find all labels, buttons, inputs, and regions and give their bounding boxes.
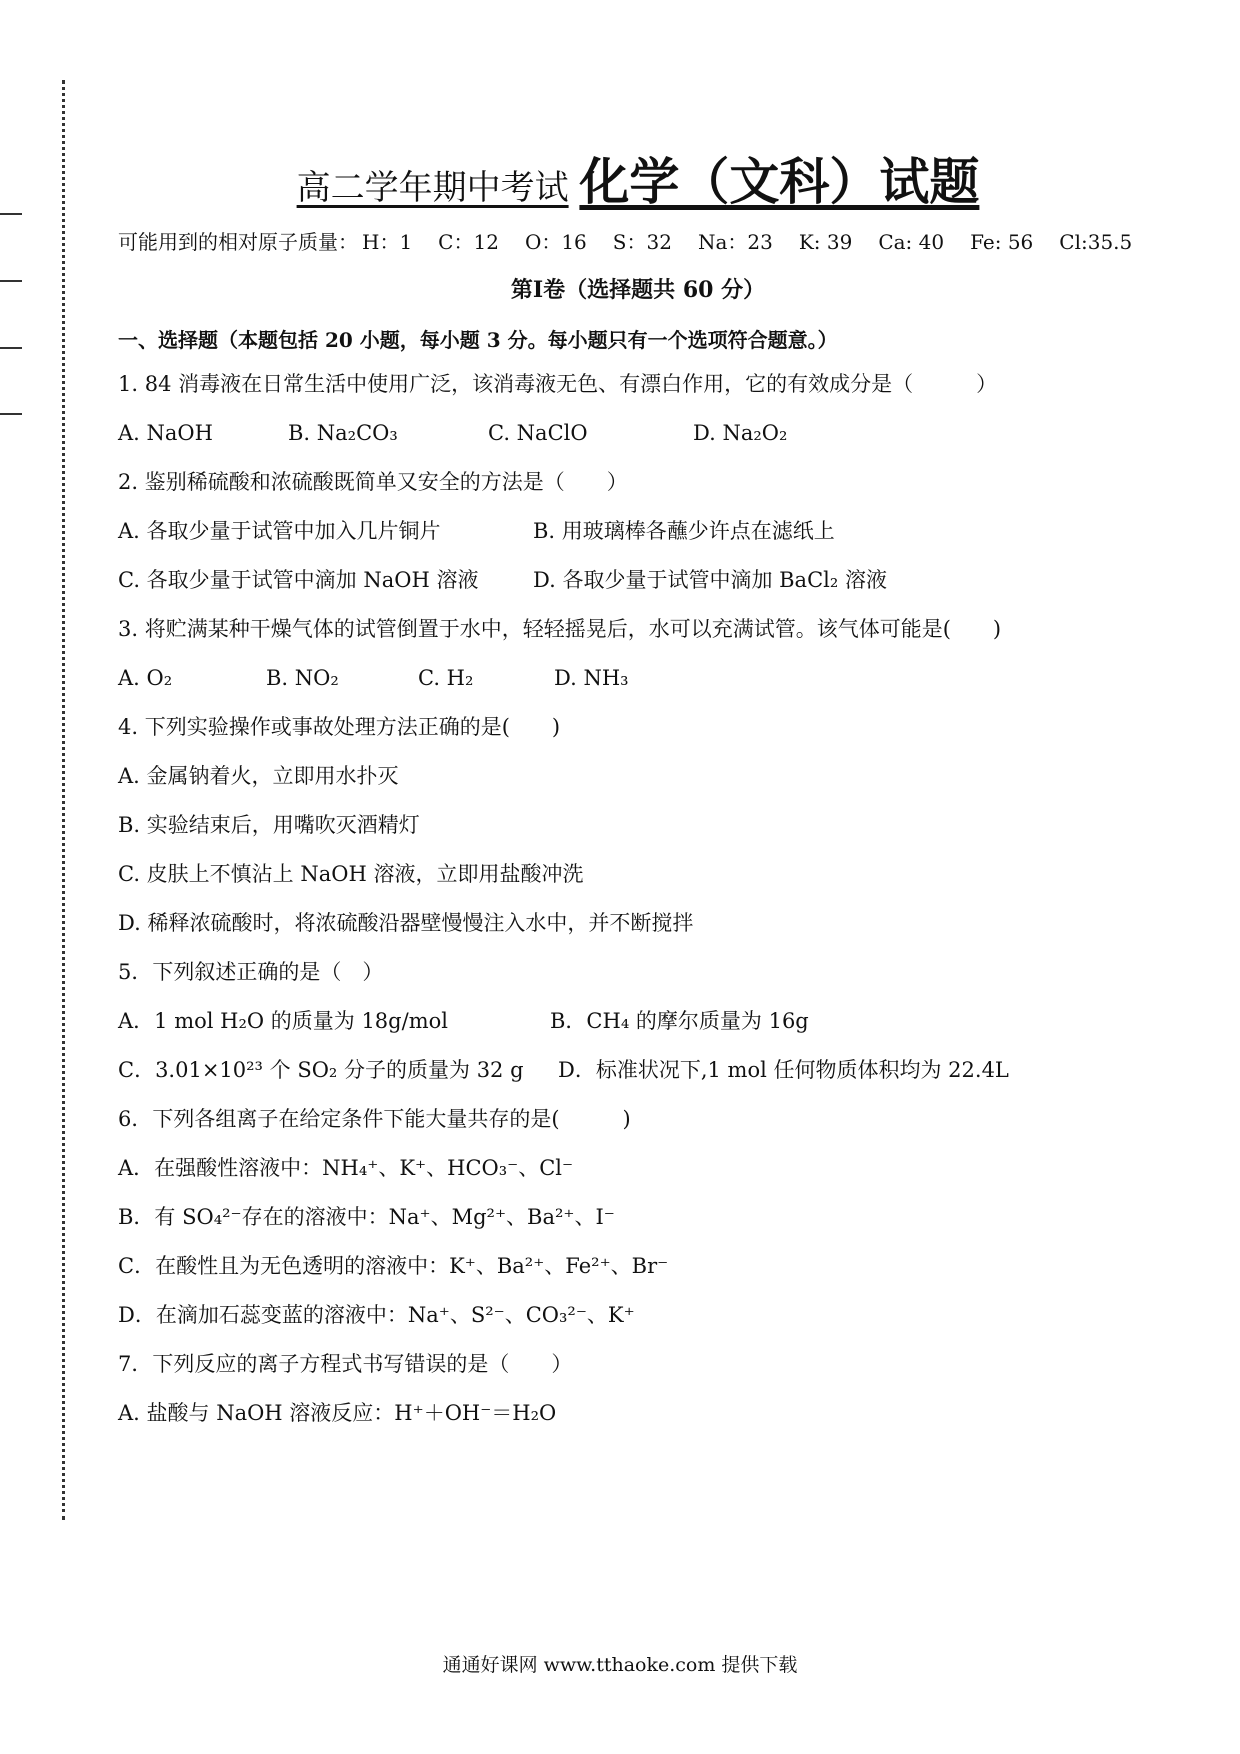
atomic-mass-item: S：32: [612, 230, 672, 254]
binding-tick: [0, 347, 22, 349]
option: B．CH₄ 的摩尔质量为 16g: [550, 1009, 809, 1033]
question-stem: 6．下列各组离子在给定条件下能大量共存的是( ): [118, 1107, 631, 1131]
option: D. 各取少量于试管中滴加 BaCl₂ 溶液: [533, 568, 887, 592]
option: B. Na₂CO₃: [288, 421, 398, 445]
binding-tick: [0, 280, 22, 282]
option: D．在滴加石蕊变蓝的溶液中：Na⁺、S²⁻、CO₃²⁻、K⁺: [118, 1303, 635, 1327]
binding-tick: [0, 413, 22, 415]
option: A. NaOH: [118, 421, 213, 445]
question-stem: 2. 鉴别稀硫酸和浓硫酸既简单又安全的方法是（ ）: [118, 470, 628, 494]
option: C. NaClO: [488, 421, 588, 445]
page-title: [118, 150, 1158, 220]
option: C. 皮肤上不慎沾上 NaOH 溶液，立即用盐酸冲洗: [118, 862, 584, 886]
option-row: [118, 654, 1158, 703]
atomic-mass-item: K: 39: [798, 230, 853, 254]
option: B. 实验结束后，用嘴吹灭酒精灯: [118, 813, 420, 837]
binding-tick: [0, 213, 22, 215]
option: D. 稀释浓硫酸时，将浓硫酸沿器壁慢慢注入水中，并不断搅拌: [118, 911, 694, 935]
atomic-mass-item: C：12: [438, 230, 499, 254]
title-sub: 高二学年期中考试: [296, 168, 569, 208]
title-main: 化学（文科）试题: [579, 152, 980, 211]
binding-dotted-line: [62, 80, 65, 1520]
option: A. O₂: [118, 666, 173, 690]
question-stem: 5．下列叙述正确的是（ ）: [118, 960, 384, 984]
question-stem: 4. 下列实验操作或事故处理方法正确的是( ): [118, 715, 561, 739]
option: A. 金属钠着火，立即用水扑灭: [118, 764, 399, 788]
option-row: [118, 409, 1158, 458]
atomic-masses-label: 可能用到的相对原子质量：: [118, 230, 358, 254]
option: A. 各取少量于试管中加入几片铜片: [118, 519, 441, 543]
atomic-masses: [118, 224, 1158, 260]
atomic-mass-item: Na：23: [697, 230, 773, 254]
atomic-mass-item: O：16: [524, 230, 587, 254]
option: A．1 mol H₂O 的质量为 18g/mol: [118, 1009, 448, 1033]
option-row: [118, 556, 1158, 605]
option: B．有 SO₄²⁻存在的溶液中：Na⁺、Mg²⁺、Ba²⁺、I⁻: [118, 1205, 615, 1229]
exam-page: [118, 150, 1158, 1438]
option: D. NH₃: [554, 666, 629, 690]
option: D．标准状况下,1 mol 任何物质体积均为 22.4L: [558, 1058, 1009, 1082]
option: C．3.01×10²³ 个 SO₂ 分子的质量为 32 g: [118, 1058, 524, 1082]
question-stem: 3. 将贮满某种干燥气体的试管倒置于水中，轻轻摇晃后，水可以充满试管。该气体可能是( ): [118, 617, 1002, 641]
atomic-mass-item: Ca: 40: [878, 230, 945, 254]
section-title: 一、选择题（本题包括 20 小题，每小题 3 分。每小题只有一个选项符合题意。）: [118, 328, 838, 352]
atomic-mass-item: Cl:35.5: [1059, 230, 1133, 254]
option-row: [118, 507, 1158, 556]
option-row: [118, 997, 1158, 1046]
option: A．在强酸性溶液中：NH₄⁺、K⁺、HCO₃⁻、Cl⁻: [118, 1156, 574, 1180]
option: D. Na₂O₂: [693, 421, 788, 445]
volume-title: 第Ⅰ卷（选择题共 60 分）: [510, 277, 766, 303]
option: B. NO₂: [266, 666, 339, 690]
page-footer: 通通好课网 www.tthaoke.com 提供下载: [442, 1654, 798, 1676]
option: C．在酸性且为无色透明的溶液中：K⁺、Ba²⁺、Fe²⁺、Br⁻: [118, 1254, 669, 1278]
option: C. 各取少量于试管中滴加 NaOH 溶液: [118, 568, 479, 592]
option: B. 用玻璃棒各蘸少许点在滤纸上: [533, 519, 835, 543]
option: A. 盐酸与 NaOH 溶液反应：H⁺＋OH⁻＝H₂O: [118, 1401, 557, 1425]
question-stem: 7．下列反应的离子方程式书写错误的是（ ）: [118, 1352, 573, 1376]
atomic-mass-item: Fe: 56: [970, 230, 1034, 254]
question-stem: 1. 84 消毒液在日常生活中使用广泛，该消毒液无色、有漂白作用，它的有效成分是（ ）: [118, 372, 998, 396]
option: C. H₂: [418, 666, 474, 690]
atomic-mass-item: H：1: [362, 230, 413, 254]
option-row: [118, 1046, 1158, 1095]
